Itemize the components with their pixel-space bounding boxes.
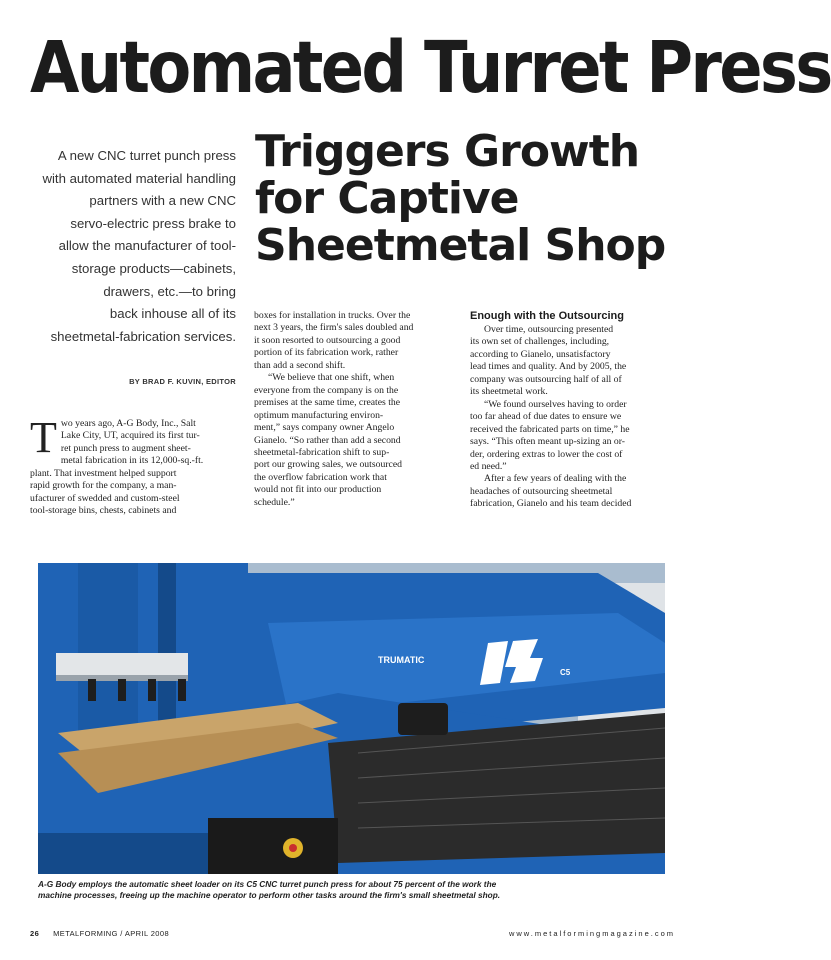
deck-line: with automated material handling [42,170,236,186]
body-line: “We found ourselves having to order [484,398,627,410]
body-column-3 [470,310,675,511]
drop-cap: T [30,413,57,462]
deck-line: back inhouse all of its [109,306,236,322]
body-line: its own set of challenges, including, [470,336,610,348]
body-line: ed need.” [470,460,507,472]
machine-model: C5 [560,668,571,677]
subhead-line: for Captive [255,173,519,224]
body-line: than add a second shift. [254,359,346,371]
body-line: ufacturer of swedded and custom-steel [30,492,180,504]
body-line: metal fabrication in its 12,000-sq.-ft. [60,455,204,467]
deck-line: storage products—cabinets, [71,260,236,276]
deck-line: allow the manufacturer of tool- [58,238,236,254]
body-line: “We believe that one shift, when [268,372,395,384]
body-line: next 3 years, the firm's sales doubled and [254,322,414,334]
deck-line: A new CNC turret punch press [57,148,236,163]
body-line: ret punch press to augment sheet- [60,442,191,454]
body-line: everyone from the company is on the [254,384,399,396]
article-subhead [255,126,666,271]
deck-line: drawers, etc.—to bring [103,283,236,299]
body-line: optimum manufacturing environ- [254,409,384,421]
body-line: boxes for installation in trucks. Over the [254,310,411,321]
body-line: Gianelo. “So rather than add a second [254,434,401,446]
body-line: headaches of outsourcing sheetmetal [470,485,613,497]
body-line: its sheetmetal work. [470,386,548,398]
body-line: says. “This often meant up-sizing an or- [470,436,626,448]
deck-line: sheetmetal-fabrication services. [50,328,236,344]
deck-line: servo-electric press brake to [70,215,236,231]
turret-press-photo [38,563,665,874]
publication-date: METALFORMING / APRIL 2008 [53,929,170,938]
body-line: tool-storage bins, chests, cabinets and [30,505,177,517]
article-byline: BY BRAD F. KUVIN, EDITOR [129,377,236,386]
subhead-line: Sheetmetal Shop [255,220,666,271]
body-column-2 [254,310,459,509]
body-column-1 [30,413,237,518]
body-line: portion of its fabrication work, rather [254,347,399,359]
body-line: schedule.” [254,496,295,508]
section-heading: Enough with the Outsourcing [470,310,624,322]
body-line: it soon resorted to outsourcing a good [254,334,401,346]
caption-line: A-G Body employs the automatic sheet loader on its C5 CNC turret punch press for about 75 percent of the work the [38,879,497,889]
body-line: After a few years of dealing with the [484,473,627,485]
machine-label: TRUMATIC [378,655,425,665]
deck-line: partners with a new CNC [89,193,236,209]
body-line: wo years ago, A-G Body, Inc., Salt [60,418,196,429]
body-line: Lake City, UT, acquired its first tur- [60,430,200,442]
body-line: the overflow fabrication work that [254,471,387,483]
body-line: der, ordering extras to lower the cost of [470,448,623,460]
body-line: ment,” says company owner Angelo [254,422,395,434]
footer-left [30,929,169,938]
body-line: port our growing sales, we outsourced [254,459,402,471]
body-line: plant. That investment helped support [30,467,177,479]
page-footer [30,929,675,941]
body-line: sheetmetal-fabrication shift to sup- [254,446,390,458]
page-number: 26 [30,929,40,938]
subhead-line: Triggers Growth [255,126,640,177]
article-headline: Automated Turret Press [30,26,831,109]
body-line: would not fit into our production [254,484,382,496]
photo-caption [38,879,665,901]
body-line: premises at the same time, creates the [254,397,401,409]
body-line: received the fabricated parts on time,” he [470,423,630,435]
body-line: according to Gianelo, unsatisfactory [470,348,611,360]
body-line: fabrication, Gianelo and his team decided [470,498,632,510]
article-deck [30,145,236,348]
body-line: too far ahead of due dates to ensure we [470,411,622,423]
caption-line: machine processes, freeing up the machine operator to perform other tasks around the firm's small sheetmetal shop. [38,890,501,900]
body-line: Over time, outsourcing presented [484,324,614,335]
footer-website: www.metalformingmagazine.com [508,929,675,938]
body-line: rapid growth for the company, a man- [30,480,177,492]
body-line: lead times and quality. And by 2005, the [470,361,627,373]
body-line: company was outsourcing half of all of [470,373,622,385]
